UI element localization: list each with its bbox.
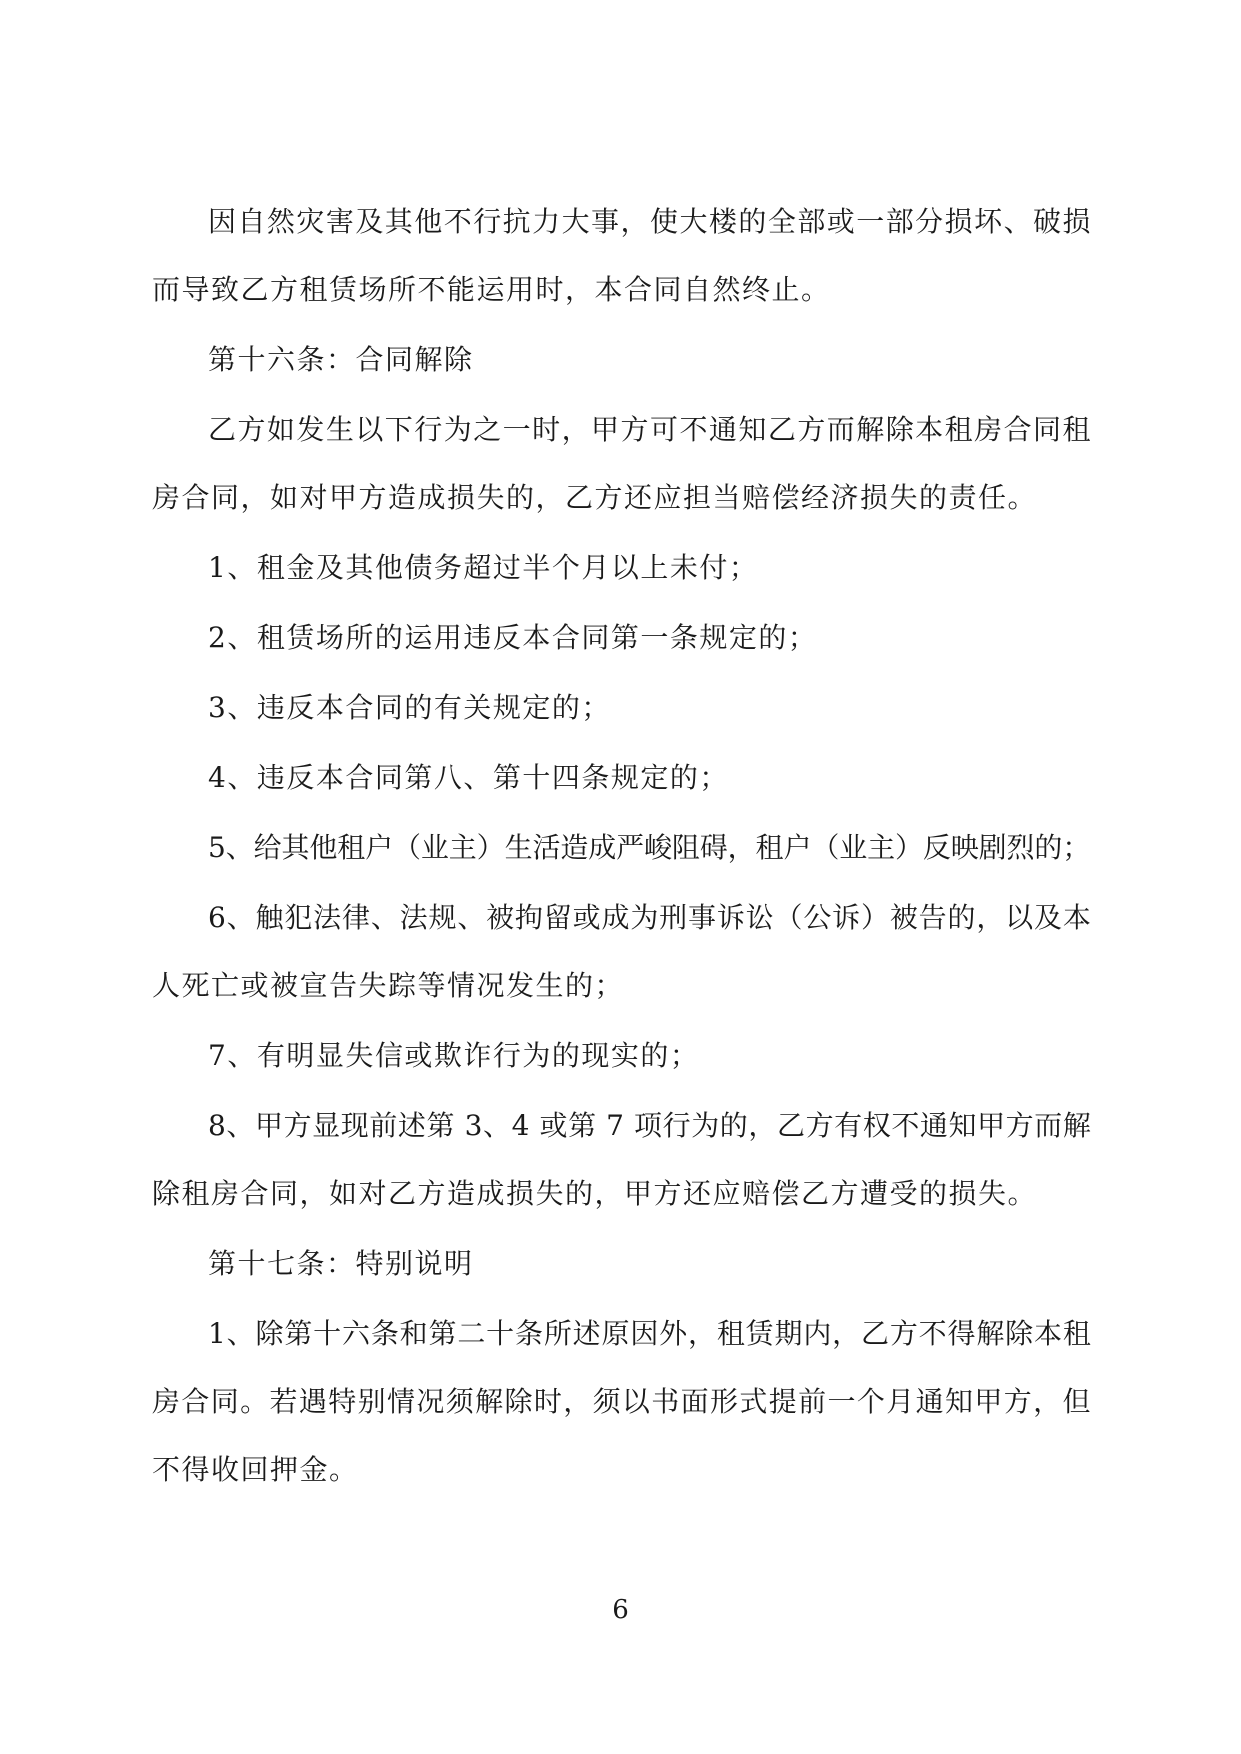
article-16-intro-line-1: 乙方如发生以下行为之一时，甲方可不通知乙方而解除本租房合同租 xyxy=(208,413,1092,446)
article-16-item-6-line-2: 人死亡或被宣告失踪等情况发生的； xyxy=(152,969,625,1002)
article-17-item-1-line-3: 不得收回押金。 xyxy=(152,1453,359,1486)
article-16-item-2: 2、租赁场所的运用违反本合同第一条规定的； xyxy=(208,621,818,654)
article-16-item-8-line-1: 8、甲方显现前述第 3、4 或第 7 项行为的，乙方有权不通知甲方而解 xyxy=(208,1109,1092,1142)
article-17-item-1-line-1: 1、除第十六条和第二十条所述原因外，租赁期内，乙方不得解除本租 xyxy=(208,1317,1092,1350)
article-16-item-7: 7、有明显失信或欺诈行为的现实的； xyxy=(208,1039,700,1072)
article-16-heading: 第十六条：合同解除 xyxy=(208,343,474,376)
article-17-item-1-line-2: 房合同。若遇特别情况须解除时，须以书面形式提前一个月通知甲方，但 xyxy=(152,1385,1092,1418)
article-16-item-1: 1、租金及其他债务超过半个月以上未付； xyxy=(208,551,759,584)
paragraph-force-majeure-line-2: 而导致乙方租赁场所不能运用时，本合同自然终止。 xyxy=(152,273,831,306)
article-16-intro-line-2: 房合同，如对甲方造成损失的，乙方还应担当赔偿经济损失的责任。 xyxy=(152,481,1038,514)
article-16-item-4: 4、违反本合同第八、第十四条规定的； xyxy=(208,761,729,794)
page-number: 6 xyxy=(612,1595,629,1625)
article-16-item-8-line-2: 除租房合同，如对乙方造成损失的，甲方还应赔偿乙方遭受的损失。 xyxy=(152,1177,1038,1210)
article-16-item-3: 3、违反本合同的有关规定的； xyxy=(208,691,611,724)
paragraph-force-majeure-line-1: 因自然灾害及其他不行抗力大事，使大楼的全部或一部分损坏、破损 xyxy=(208,205,1092,238)
article-16-item-5: 5、给其他租户（业主）生活造成严峻阻碍，租户（业主）反映剧烈的； xyxy=(208,831,1091,864)
article-16-item-6-line-1: 6、触犯法律、法规、被拘留或成为刑事诉讼（公诉）被告的，以及本 xyxy=(208,901,1092,934)
article-17-heading: 第十七条：特别说明 xyxy=(208,1247,474,1280)
